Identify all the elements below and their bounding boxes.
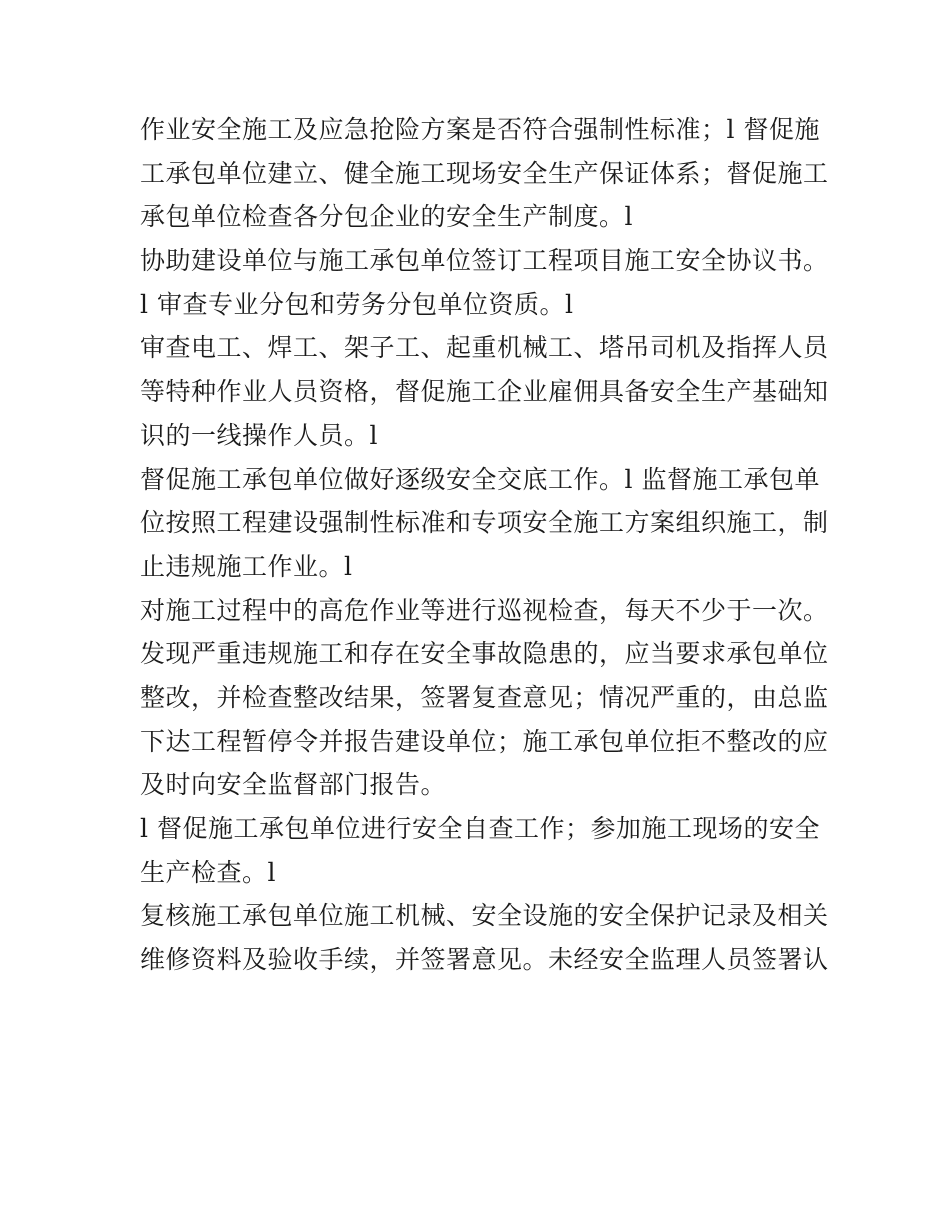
text-line: 止违规施工作业。l — [140, 551, 353, 581]
text-line: 发现严重违规施工和存在安全事故隐患的，应当要求承包单位 — [140, 639, 829, 669]
text-line: 生产检查。l — [140, 857, 276, 887]
text-line: 整改，并检查整改结果，签署复查意见；情况严重的，由总监 — [140, 682, 829, 712]
text-line: 维修资料及验收手续，并签署意见。未经安全监理人员签署认 — [140, 945, 829, 975]
text-line: 承包单位检查各分包企业的安全生产制度。l — [140, 202, 633, 232]
text-line: 对施工过程中的高危作业等进行巡视检查，每天不少于一次。 — [140, 595, 829, 625]
text-line: 督促施工承包单位做好逐级安全交底工作。l 监督施工承包单 — [140, 464, 820, 494]
text-line: 下达工程暂停令并报告建设单位；施工承包单位拒不整改的应 — [140, 726, 829, 756]
text-line: 等特种作业人员资格，督促施工企业雇佣具备安全生产基础知 — [140, 377, 829, 407]
text-line: 位按照工程建设强制性标准和专项安全施工方案组织施工，制 — [140, 508, 829, 538]
text-line: l 审查专业分包和劳务分包单位资质。l — [140, 289, 574, 319]
text-line: 审查电工、焊工、架子工、起重机械工、塔吊司机及指挥人员 — [140, 333, 829, 363]
text-line: 复核施工承包单位施工机械、安全设施的安全保护记录及相关 — [140, 901, 829, 931]
text-line: 协助建设单位与施工承包单位签订工程项目施工安全协议书。 — [140, 246, 829, 276]
text-line: 作业安全施工及应急抢险方案是否符合强制性标准；l 督促施 — [140, 115, 820, 144]
document-body — [140, 108, 829, 982]
text-line: 及时向安全监督部门报告。 — [140, 770, 447, 800]
text-line: l 督促施工承包单位进行安全自查工作；参加施工现场的安全 — [140, 814, 820, 843]
text-line: 工承包单位建立、健全施工现场安全生产保证体系；督促施工 — [140, 158, 829, 188]
text-line: 识的一线操作人员。l — [140, 420, 378, 450]
